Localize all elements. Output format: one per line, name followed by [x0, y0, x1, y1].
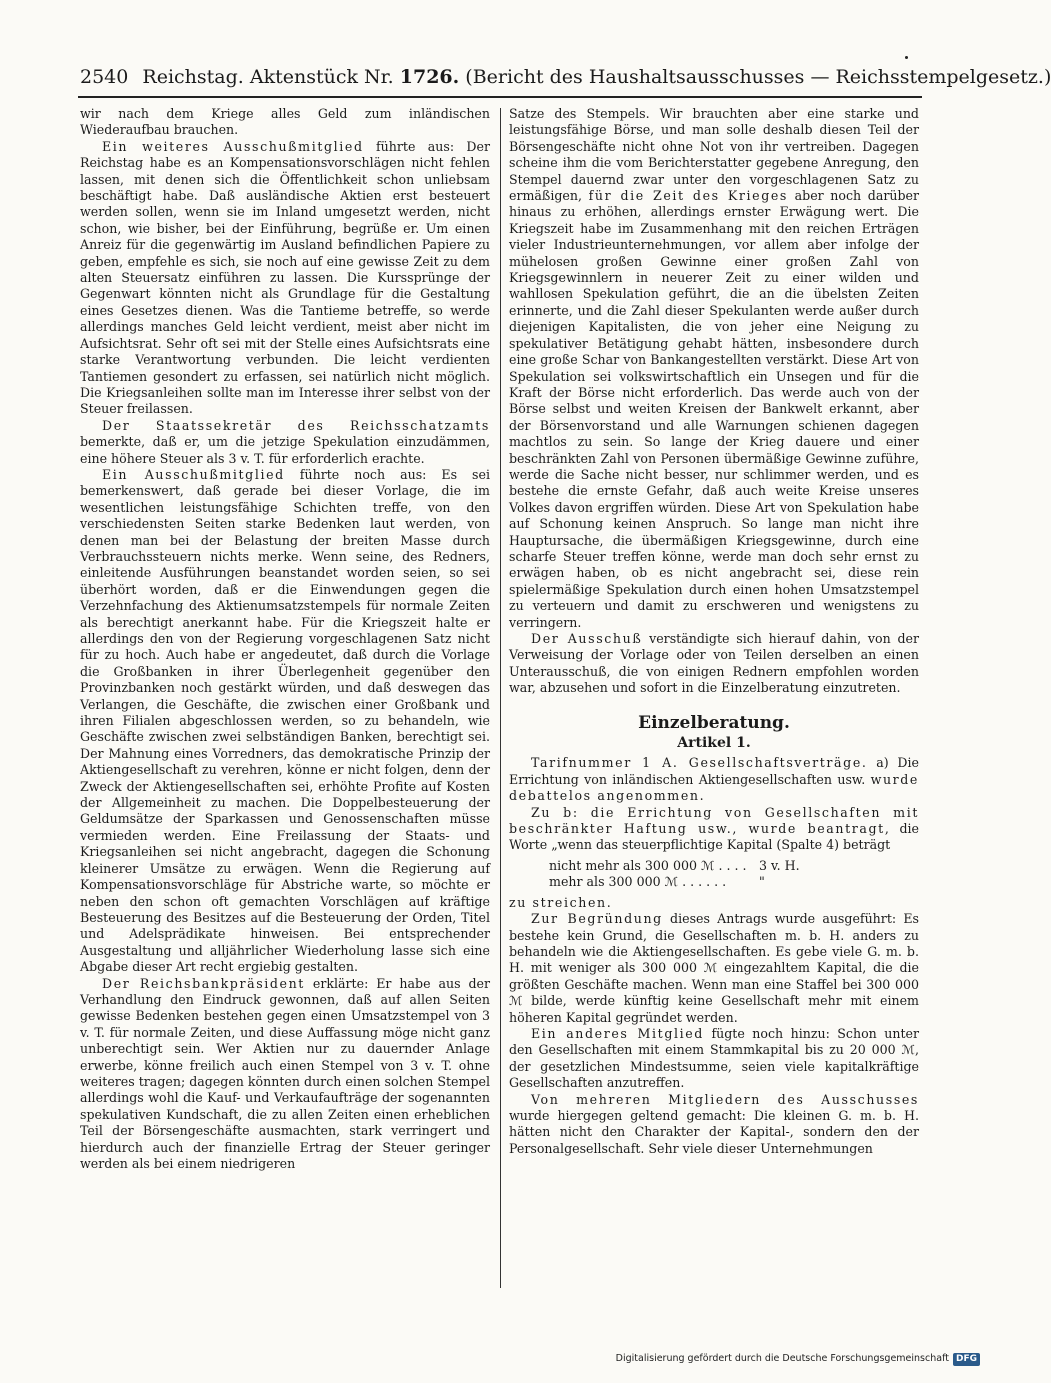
paragraph-text: führte noch aus: Es sei bemerkenswert, daß gerade bei dieser Vorlage, die im wesentlichen leistungsfähige Schichten treffe, von den verschiedensten Seiten starke Bedenken laut werden, von denen man bei der Belastung der breiten Masse durch Verbrauchssteuern nichts merke. Wenn seine, des Redners, einleitende Ausführungen beanstandet worden seien, so sei überhört worden, daß er die Einwendungen gegen die Verzehnfachung des Aktienumsatzstempels für normale Zeiten als berechtigt anerkannt habe. Für die Kriegszeit halte er allerdings den von der Regierung vorgeschlagenen Satz nicht für zu hoch. Auch habe er angedeutet, daß durch die Vorlage die Großbanken in ihrer Überlegenheit gegenüber den Provinzbanken noch gestärkt würden, und daß deswegen das Verlangen, die Geschäfte, die zwischen einer Großbank und ihren Filialen abgeschlossen werden, so zu behandeln, wie Geschäfte zwischen zwei selbständigen Banken, berechtigt sei. Der Mahnung eines Vorredners, das demokratische Prinzip der Aktiengesellschaft zu verehren, könne er nicht folgen, denn der Zweck der Aktiengesellschaften sei, erhöhte Profite auf Kosten der Allgemeinheit zu machen. Die Doppelbesteuerung der Geldumsätze der Sparkassen und Genossenschaften müsse vermieden werden. Eine Freilassung der Staats- und Kriegsanleihen sei nicht angebracht, dagegen die Schonung kleinerer Umsätze zu erwägen. Wenn die Regierung auf Kompensationsvorschläge für Abstriche warte, so möchte er neben den schon oft gemachten Vorschlägen auf kräftige Besteuerung des Besitzes auf die Besteuerung der Orden, Titel und Adelsprädikate hinweisen. Bei entsprechender Ausgestaltung und alljährlicher Wiederholung lasse sich eine Abgabe dieser Art recht ergiebig gestalten. — [80, 466, 490, 975]
paragraph — [80, 139, 490, 418]
paragraph-text: a) Die Errichtung von inländischen Aktiengesellschaften usw. — [509, 755, 919, 787]
rate-condition: mehr als 300 000 ℳ . . . . . . — [549, 874, 727, 890]
paragraph-text: führte aus: Der Reichstag habe es an Kompensationsvorschlägen nicht fehlen lassen, mit denen sich die Öffentlichkeit schon unliebsam beschäftigt habe. Daß ausländische Aktien erst besteuert werden sollen, wenn sie im Inland umgesetzt werden, nicht schon, wie bisher, bei der Einführung, begrüße er. Um einen Anreiz für die gegenwärtig im Ausland befindlichen Papiere zu geben, empfehle es sich, sie noch auf eine gewisse Zeit zu dem alten Steuersatz einführen zu lassen. Die Kurssprünge der Gegenwart könnten nicht als Grundlage für die Gestaltung eines Gesetzes dienen. Was die Tantieme betreffe, so werde allerdings manches Geld leicht verdient, meist aber nicht im Aufsichtsrat. Sehr oft sei mit der Stelle eines Aufsichtsrats eine starke Verantwortung verbunden. Die leicht verdienten Tantiemen gesondert zu erfassen, sei natürlich nicht möglich. Die Kriegsanleihen sollte man im Interesse ihrer selbst von der Steuer freilassen. — [80, 138, 490, 417]
header-left: Reichstag. Aktenstück Nr. — [142, 66, 394, 88]
rate-row — [549, 874, 919, 890]
article-title: Artikel 1. — [677, 735, 751, 752]
header-rule — [78, 96, 922, 98]
tariff-heading: Tarifnummer 1 A. Gesellschaftsverträge. — [531, 755, 868, 771]
paragraph — [509, 755, 919, 804]
header-right: (Bericht des Haushaltsausschusses — Reichsstempelgesetz.) — [465, 66, 1051, 88]
speaker: Ein Ausschußmitglied — [102, 466, 285, 482]
paragraph-text: verständigte sich hierauf dahin, von der Verweisung der Vorlage oder von Teilen derselben an einen Unterausschuß, die von einigen Rednern empfohlen worden war, abzusehen und sofort in die Einzelberatung einzutreten. — [509, 631, 920, 696]
paragraph — [509, 805, 919, 854]
dfg-logo: DFG — [953, 1353, 980, 1366]
emphasis: Zu b: die Errichtung von Gesellschaften mit beschränkter Haftung usw., wurde beantragt, — [509, 804, 919, 837]
paragraph-text: dieses Antrags wurde ausgeführt: Es bestehe kein Grund, die Gesellschaften m. b. H. anders zu behandeln wie die Aktiengesellschaften. Es gebe viele G. m. b. H. mit weniger als 300 000 ℳ eingezahltem Kapital, die die größten Geschäfte machen. Wenn man eine Staffel bei 300 000 ℳ bilde, werde künftig keine Gesellschaft mehr mit einem höheren Kapital gegründet werden. — [509, 911, 919, 1025]
footer-text: Digitalisierung gefördert durch die Deutsche Forschungsgemeinschaft — [615, 1353, 949, 1364]
speaker: Der Staatssekretär des Reichsschatzamts — [102, 417, 490, 433]
emphasis: zu streichen. — [509, 894, 613, 910]
speaker: Der Reichsbankpräsident — [102, 975, 305, 991]
column-divider — [500, 108, 501, 1288]
emphasis: für die Zeit des Krieges — [588, 188, 788, 204]
paragraph-text: aber noch darüber hinaus zu erhöhen, allerdings ernster Erwägung wert. Die Kriegszeit habe im Zusammenhang mit den reichen Erträgen vieler Industrieunternehmungen, vor allem aber infolge der mühelosen großen Gewinne einer großen Zahl von Kriegsgewinnlern in neuerer Zeit zu einer wilden und wahllosen Spekulation geführt, die an die übelsten Zeiten erinnerte, und die Zahl dieser Spekulanten werde außer durch diejenigen Kapitalisten, die von jeher eine Neigung zu spekulativer Betätigung gehabt hätten, insbesondere durch eine große Schar von Bankangestellten verstärkt. Diese Art von Spekulation sei volkswirtschaftlich ein Unsegen und für die Kraft der Börse nicht erforderlich. Das werde auch von der Börse selbst und weiten Kreisen der Bankwelt erkannt, aber der Börsenvorstand und alle Warnungen schienen dagegen machtlos zu sein. So lange der Krieg dauere und einer beschränkten Zahl von Personen übermäßige Gewinne zuführe, werde die Sache nicht besser, nur schlimmer werden, und es bestehe die ernste Gefahr, daß auch weite Kreise unseres Volkes davon ergriffen würden. Diese Art von Spekulation habe auf Schonung keinen Anspruch. So lange man nicht ihre Hauptursache, die übermäßigen Kriegsgewinne, durch eine scharfe Steuer treffen könne, werde man doch sehr ernst zu erwägen haben, ob es nicht angebracht sei, diese rein spielermäßige Spekulation durch einen hohen Umsatzstempel zu verteuern und damit zu erschweren und wenigstens zu verringern. — [509, 188, 919, 630]
print-dot — [905, 56, 908, 59]
paragraph — [80, 976, 490, 1173]
speaker: Von mehreren Mitgliedern des Ausschusses — [531, 1091, 919, 1107]
rate-value: " — [759, 874, 765, 890]
paragraph — [509, 895, 919, 911]
page-header — [80, 62, 1051, 92]
rate-condition: nicht mehr als 300 000 ℳ . . . . — [549, 857, 747, 873]
right-column — [509, 106, 919, 1301]
paragraph — [80, 418, 490, 467]
paragraph-text: fügte noch hinzu: Schon unter den Gesellschaften mit einem Stammkapital bis zu 20 000 ℳ, der gesetzlichen Mindestsumme, seien viele kapitalkräftige Gesellschaften anzutreffen. — [509, 1025, 920, 1091]
paragraph: wir nach dem Kriege alles Geld zum inländischen Wiederaufbau brauchen. — [80, 106, 490, 138]
emphasis: Zur Begründung — [531, 911, 663, 927]
paragraph — [509, 1092, 919, 1158]
paragraph-text: erklärte: Er habe aus der Verhandlung den Eindruck gewonnen, daß auf allen Seiten gewisse Bedenken bestehen gegen einen Umsatzstempel von 3 v. T. für normale Zeiten, und diese Auffassung möge nicht ganz unberechtigt sein. Wer Aktien nur zu dauernder Anlage erwerbe, könne freilich auch einen Stempel von 3 v. T. ohne weiteres tragen; dagegen könnten durch einen solchen Stempel allerdings wohl die Kauf- und Verkaufaufträge der sogenannten spekulativen Kundschaft, die zu allen Zeiten einen erheblichen Teil der Börsengeschäfte ausmachten, stark verringert und hierdurch auch der finanzielle Ertrag der Steuer geringer werden als bei einem niedrigeren — [80, 975, 490, 1171]
paragraph — [509, 631, 919, 697]
paragraph — [509, 911, 919, 1026]
aktenstueck-number: 1726. — [399, 66, 460, 88]
emphasis: wurde debattelos angenommen. — [509, 771, 919, 804]
speaker: Ein anderes Mitglied — [531, 1025, 704, 1041]
rate-value: 3 v. H. — [759, 857, 800, 873]
section-title: Einzelberatung. — [638, 712, 790, 733]
paragraph — [509, 1026, 919, 1092]
paragraph — [80, 467, 490, 976]
speaker: Der Ausschuß — [531, 631, 643, 646]
paragraph-text: bemerkte, daß er, um die jetzige Spekulation einzudämmen, eine höhere Steuer als 3 v. T. für erforderlich erachte. — [80, 434, 490, 466]
page-number: 2540 — [80, 66, 129, 88]
left-column — [80, 106, 490, 1296]
paragraph-text: Satze des Stempels. Wir brauchten aber eine starke und leistungsfähige Börse, und man solle deshalb diesen Teil der Börsengeschäfte nicht ohne Not von ihr vertreiben. Dagegen scheine ihm die vom Berichterstatter gegebene Anregung, den Stempel dauernd zwar unter den vorgeschlagenen Satz zu ermäßigen, — [509, 106, 919, 204]
paragraph-text: die Worte „wenn das steuerpflichtige Kapital (Spalte 4) beträgt — [509, 821, 919, 853]
rate-table — [549, 858, 919, 891]
paragraph-text: wurde hiergegen geltend gemacht: Die kleinen G. m. b. H. hätten nicht den Charakter der Kapital-, sondern den der Personalgesellschaft. Sehr viele dieser Unternehmungen — [509, 1107, 919, 1156]
speaker: Ein weiteres Ausschußmitglied — [102, 138, 364, 154]
digitization-footer — [616, 1350, 980, 1368]
rate-row — [549, 858, 919, 874]
paragraph — [509, 106, 919, 631]
